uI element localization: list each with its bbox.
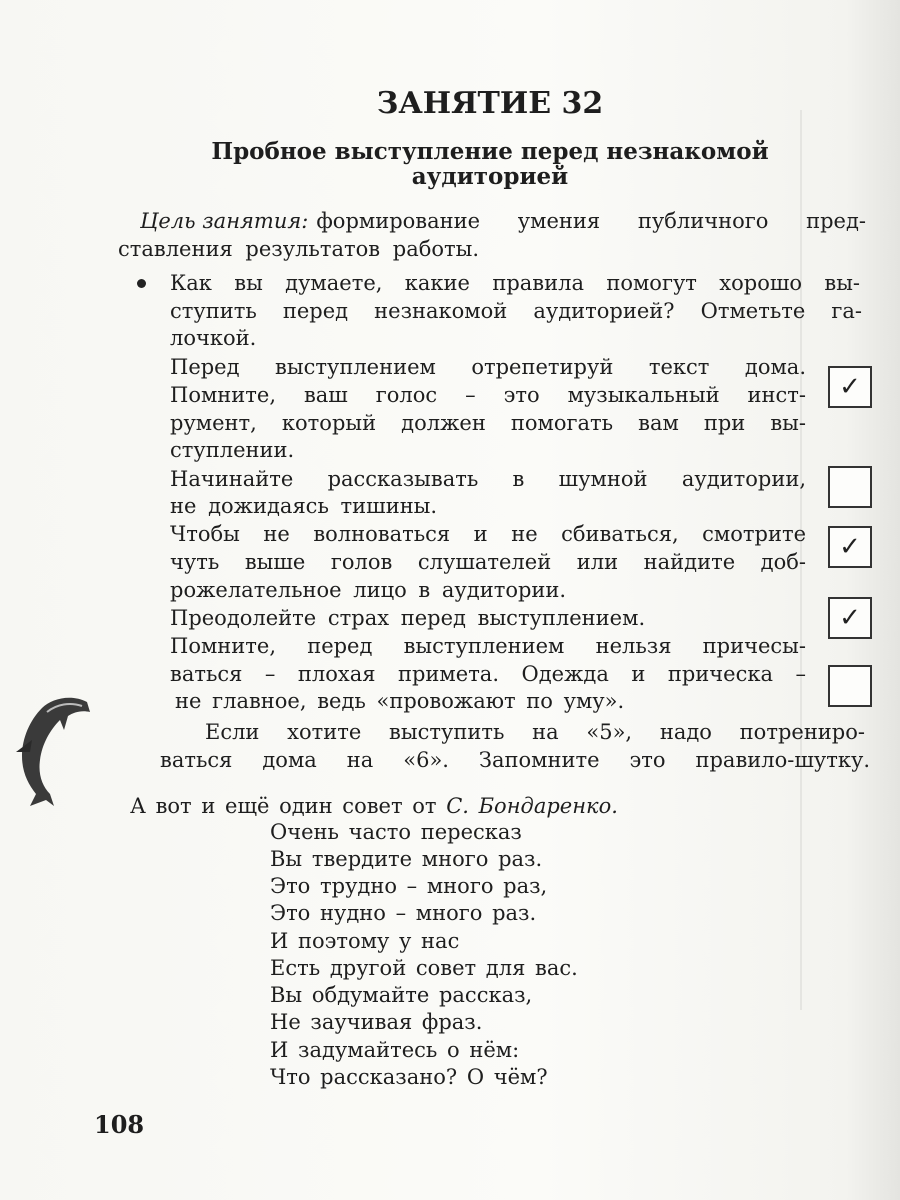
goal-label: Цель занятия: bbox=[140, 209, 309, 233]
rule-3-line: Чтобы не волноваться и не сбиваться, смотрите bbox=[170, 522, 806, 546]
goal-line-2: ставления результатов работы. bbox=[118, 237, 480, 261]
rule-3-line: чуть выше голов слушателей или найдите доб- bbox=[170, 550, 806, 574]
joke-line: Если хотите выступить на «5», надо потрениро- bbox=[205, 720, 865, 744]
rule-4-line: Преодолейте страх перед выступлением. bbox=[170, 606, 646, 630]
bullet-icon bbox=[137, 279, 146, 288]
rule-5-line: Помните, перед выступлением нельзя причесы- bbox=[170, 634, 806, 658]
question-line: Как вы думаете, какие правила помогут хорошо вы- bbox=[170, 271, 860, 295]
lesson-subtitle-line-2: аудиторией bbox=[411, 163, 569, 190]
poem-line: И поэтому у нас bbox=[270, 929, 460, 953]
poem-line: Очень часто пересказ bbox=[270, 820, 522, 844]
rule-5-checkbox[interactable] bbox=[828, 665, 872, 707]
check-icon: ✓ bbox=[839, 603, 861, 633]
rule-1-checkbox[interactable] bbox=[828, 366, 872, 408]
joke-line: ваться дома на «6». Запомните это правило-шутку. bbox=[160, 748, 870, 772]
poem-line: Вы обдумайте рассказ, bbox=[270, 983, 533, 1007]
question-line: лочкой. bbox=[170, 326, 257, 350]
rule-1-line: румент, который должен помогать вам при вы- bbox=[170, 411, 806, 435]
rule-1-line: ступлении. bbox=[170, 438, 295, 462]
goal-text: формирование умения публичного пред- bbox=[316, 209, 866, 233]
poem-line: И задумайтесь о нём: bbox=[270, 1038, 520, 1062]
check-icon: ✓ bbox=[839, 372, 861, 402]
advice-text: А вот и ещё один совет от bbox=[130, 794, 447, 818]
rule-2-line: Начинайте рассказывать в шумной аудитории, bbox=[170, 467, 806, 491]
poem-line: Вы твердите много раз. bbox=[270, 847, 543, 871]
goal-line-1 bbox=[140, 208, 866, 234]
check-icon: ✓ bbox=[839, 532, 861, 562]
rule-3-line: рожелательное лицо в аудитории. bbox=[170, 578, 567, 602]
page-number: 108 bbox=[94, 1110, 145, 1139]
dolphin-icon bbox=[2, 690, 92, 810]
lesson-title: ЗАНЯТИЕ 32 bbox=[376, 86, 604, 121]
advice-line bbox=[130, 793, 618, 819]
rule-5-line: не главное, ведь «провожают по уму». bbox=[175, 689, 625, 713]
poem-line: Это трудно – много раз, bbox=[270, 874, 548, 898]
rule-2-line: не дожидаясь тишины. bbox=[170, 494, 438, 518]
poem-line: Это нудно – много раз. bbox=[270, 901, 537, 925]
rule-5-line: ваться – плохая примета. Одежда и прическа – bbox=[170, 662, 806, 686]
rule-1-line: Помните, ваш голос – это музыкальный инст- bbox=[170, 383, 806, 407]
poem-line: Что рассказано? О чём? bbox=[270, 1065, 548, 1089]
poem-line: Есть другой совет для вас. bbox=[270, 956, 578, 980]
rule-4-checkbox[interactable] bbox=[828, 597, 872, 639]
lesson-subtitle-line-1: Пробное выступление перед незнакомой bbox=[211, 138, 769, 165]
advice-author: С. Бондаренко. bbox=[446, 794, 618, 818]
question-line: ступить перед незнакомой аудиторией? Отметьте га- bbox=[170, 299, 862, 323]
rule-3-checkbox[interactable] bbox=[828, 526, 872, 568]
rule-1-line: Перед выступлением отрепетируй текст дома. bbox=[170, 355, 806, 379]
rule-2-checkbox[interactable] bbox=[828, 466, 872, 508]
poem-line: Не заучивая фраз. bbox=[270, 1010, 483, 1034]
